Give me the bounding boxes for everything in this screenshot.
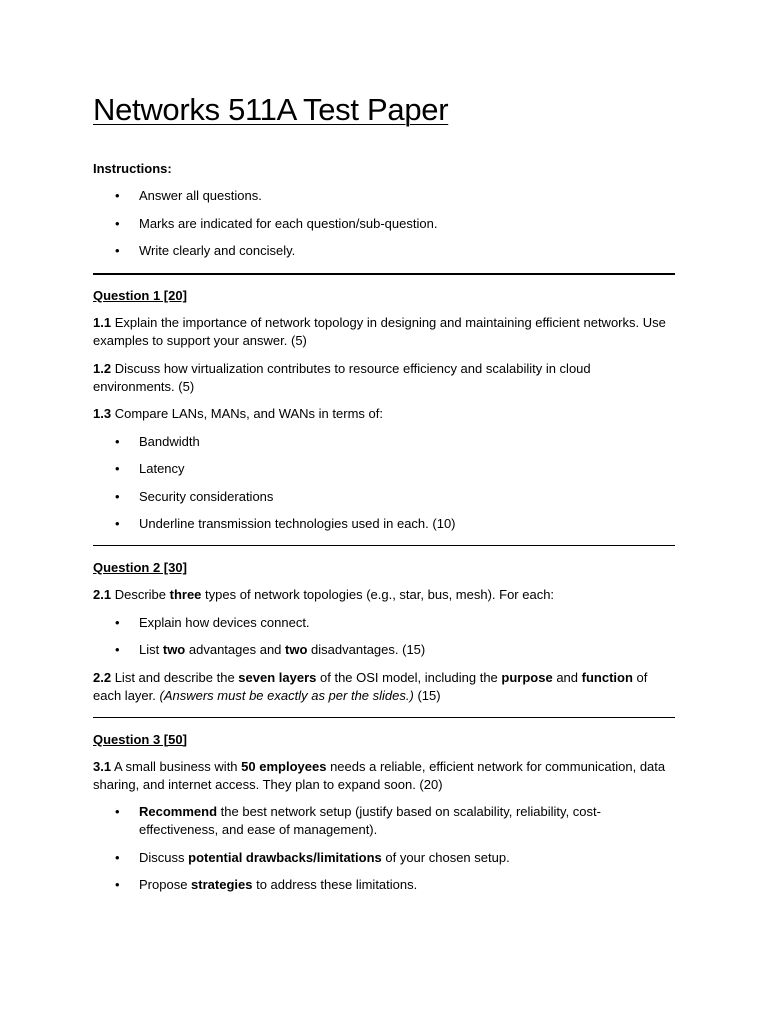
page-title: Networks 511A Test Paper [93, 92, 449, 127]
list-text: List [139, 642, 160, 657]
instruction-item: • Write clearly and concisely. [93, 242, 675, 260]
list-text: to address these limitations. [256, 877, 418, 892]
question-number: 1.3 [93, 406, 112, 421]
list-item [93, 876, 675, 894]
question-1-3 [93, 405, 675, 423]
list-item [93, 849, 675, 867]
list-text: Discuss [139, 849, 185, 865]
question-3-1 [93, 758, 675, 794]
emphasis-text: two [285, 642, 308, 657]
question-2-1 [93, 586, 675, 604]
list-text: disadvantages. (15) [311, 642, 426, 657]
question-text: Explain the importance of network topology in designing and maintaining efficient networks. Use examples to support your answer. (5) [93, 315, 666, 348]
question-1-heading: Question 1 [20] [93, 288, 187, 303]
question-2-1-list [93, 614, 675, 660]
list-item [93, 803, 675, 839]
question-number: 1.2 [93, 360, 112, 376]
question-1-1 [93, 314, 675, 350]
emphasis-text: Recommend [139, 804, 218, 819]
question-text: of each layer. [93, 669, 648, 703]
question-3-heading: Question 3 [50] [93, 731, 187, 747]
question-text: Compare LANs, MANs, and WANs in terms of: [114, 406, 383, 421]
instructions-list [93, 187, 675, 260]
list-item [93, 641, 675, 659]
italic-note: (Answers must be exactly as per the slides.) [159, 687, 414, 703]
list-text: Propose [139, 877, 188, 892]
marks-text: (15) [417, 687, 441, 703]
question-2-2 [93, 669, 675, 705]
question-1-2 [93, 360, 675, 396]
question-2-heading: Question 2 [30] [93, 560, 187, 575]
question-1-3-list [93, 433, 675, 534]
emphasis-text: function [581, 669, 633, 685]
list-text: the best network setup (justify based on scalability, reliability, cost-effectiveness, and ease of management). [139, 804, 601, 837]
question-text: List and describe the [114, 669, 235, 685]
section-divider [93, 717, 675, 718]
emphasis-text: potential drawbacks/limitations [188, 849, 382, 865]
list-text: of your chosen setup. [385, 849, 510, 865]
section-divider [93, 545, 675, 546]
question-text: of the OSI model, including the [320, 669, 498, 685]
list-text: advantages and [188, 642, 282, 657]
list-item: • Explain how devices connect. [93, 614, 675, 632]
emphasis-text: strategies [191, 877, 253, 892]
question-number: 2.2 [93, 669, 112, 685]
question-text: needs a reliable, efficient network for communication, data sharing, and internet access. They plan to expand soon. (20) [93, 758, 666, 792]
question-text: Describe [114, 587, 166, 602]
question-text: A small business with [113, 758, 238, 774]
list-item: • Underline transmission technologies used in each. (10) [93, 515, 675, 533]
question-text: types of network topologies (e.g., star, bus, mesh). For each: [205, 587, 555, 602]
list-item: • Security considerations [93, 488, 675, 506]
emphasis-text: purpose [501, 669, 553, 685]
instruction-item: • Answer all questions. [93, 187, 675, 205]
question-text: and [556, 669, 579, 685]
question-number: 2.1 [93, 587, 112, 602]
section-divider [93, 273, 675, 275]
emphasis-text: two [162, 642, 186, 657]
emphasis-text: 50 employees [241, 758, 327, 774]
question-number: 3.1 [93, 758, 112, 774]
document-page [93, 88, 675, 904]
question-text: Discuss how virtualization contributes to resource efficiency and scalability in cloud environments. (5) [93, 360, 591, 394]
emphasis-text: three [169, 587, 202, 602]
instructions-label: Instructions: [93, 161, 172, 176]
instruction-item: • Marks are indicated for each question/sub-question. [93, 215, 675, 233]
emphasis-text: seven layers [238, 669, 317, 685]
question-number: 1.1 [93, 315, 112, 330]
question-3-1-list [93, 803, 675, 894]
list-item: • Bandwidth [93, 433, 675, 451]
list-item: • Latency [93, 460, 675, 478]
